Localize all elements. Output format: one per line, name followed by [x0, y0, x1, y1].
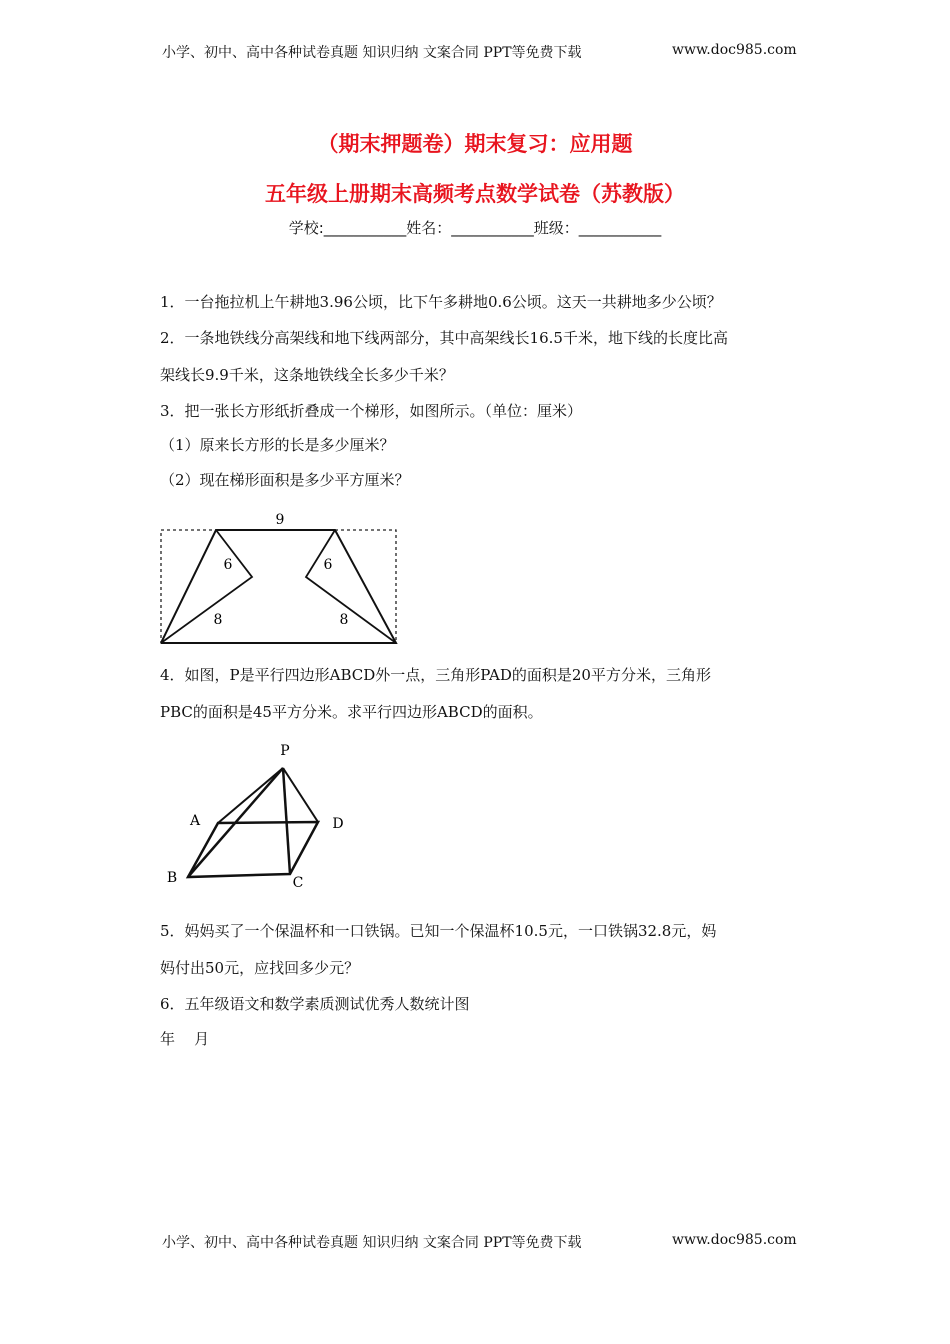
label-left-8: 8: [213, 612, 223, 628]
parallelogram-figure: [155, 735, 365, 895]
label-d: D: [332, 816, 344, 832]
question-4-line-2: PBC的面积是45平方分米。求平行四边形ABCD的面积。: [160, 703, 543, 721]
segment-pa: [218, 768, 283, 823]
footer-url[interactable]: www.doc985.com: [672, 1232, 797, 1248]
question-5-line-1: 5．妈妈买了一个保温杯和一口铁锅。已知一个保温杯10.5元，一口铁锅32.8元，妈: [160, 922, 717, 940]
parallelogram-abcd: [188, 822, 318, 877]
question-3-part-2: （2）现在梯形面积是多少平方厘米？: [160, 471, 410, 489]
label-a: A: [189, 813, 201, 829]
original-rectangle-outline: [161, 530, 396, 643]
label-left-6: 6: [223, 557, 233, 573]
title-line-2: 五年级上册期末高频考点数学试卷（苏教版）: [265, 182, 685, 206]
label-right-8: 8: [339, 612, 349, 628]
header-url[interactable]: www.doc985.com: [672, 42, 797, 58]
question-4-line-1: 4．如图，P是平行四边形ABCD外一点，三角形PAD的面积是20平方分米，三角形: [160, 666, 711, 684]
label-top-9: 9: [275, 512, 285, 528]
segment-pd: [283, 768, 318, 822]
student-info-line: 学校:___________姓名：___________班级：___________: [288, 219, 662, 237]
question-2-line-1: 2．一条地铁线分高架线和地下线两部分，其中高架线长16.5千米，地下线的长度比高: [160, 329, 728, 347]
question-6-date: 年 月: [160, 1030, 210, 1048]
question-6: 6．五年级语文和数学素质测试优秀人数统计图: [160, 995, 470, 1013]
question-1: 1．一台拖拉机上午耕地3.96公顷，比下午多耕地0.6公顷。这天一共耕地多少公顷？: [160, 293, 722, 311]
label-c: C: [292, 875, 304, 891]
question-2-line-2: 架线长9.9千米，这条地铁线全长多少千米？: [160, 366, 454, 384]
label-b: B: [166, 870, 178, 886]
question-3: 3．把一张长方形纸折叠成一个梯形，如图所示。（单位：厘米）: [160, 402, 583, 420]
segment-pc: [283, 768, 290, 874]
question-5-line-2: 妈付出50元，应找回多少元？: [160, 959, 360, 977]
header-left-text: 小学、初中、高中各种试卷真题 知识归纳 文案合同 PPT等免费下载: [162, 45, 582, 61]
folded-rectangle-figure: [150, 505, 410, 655]
label-right-6: 6: [323, 557, 333, 573]
label-p: P: [280, 743, 290, 759]
title-line-1: （期末押题卷）期末复习：应用题: [317, 132, 633, 156]
trapezoid-outline: [161, 530, 396, 643]
question-3-part-1: （1）原来长方形的长是多少厘米？: [160, 436, 395, 454]
left-folded-triangle: [161, 530, 252, 643]
footer-left-text: 小学、初中、高中各种试卷真题 知识归纳 文案合同 PPT等免费下载: [162, 1235, 582, 1251]
right-folded-triangle: [306, 530, 396, 643]
